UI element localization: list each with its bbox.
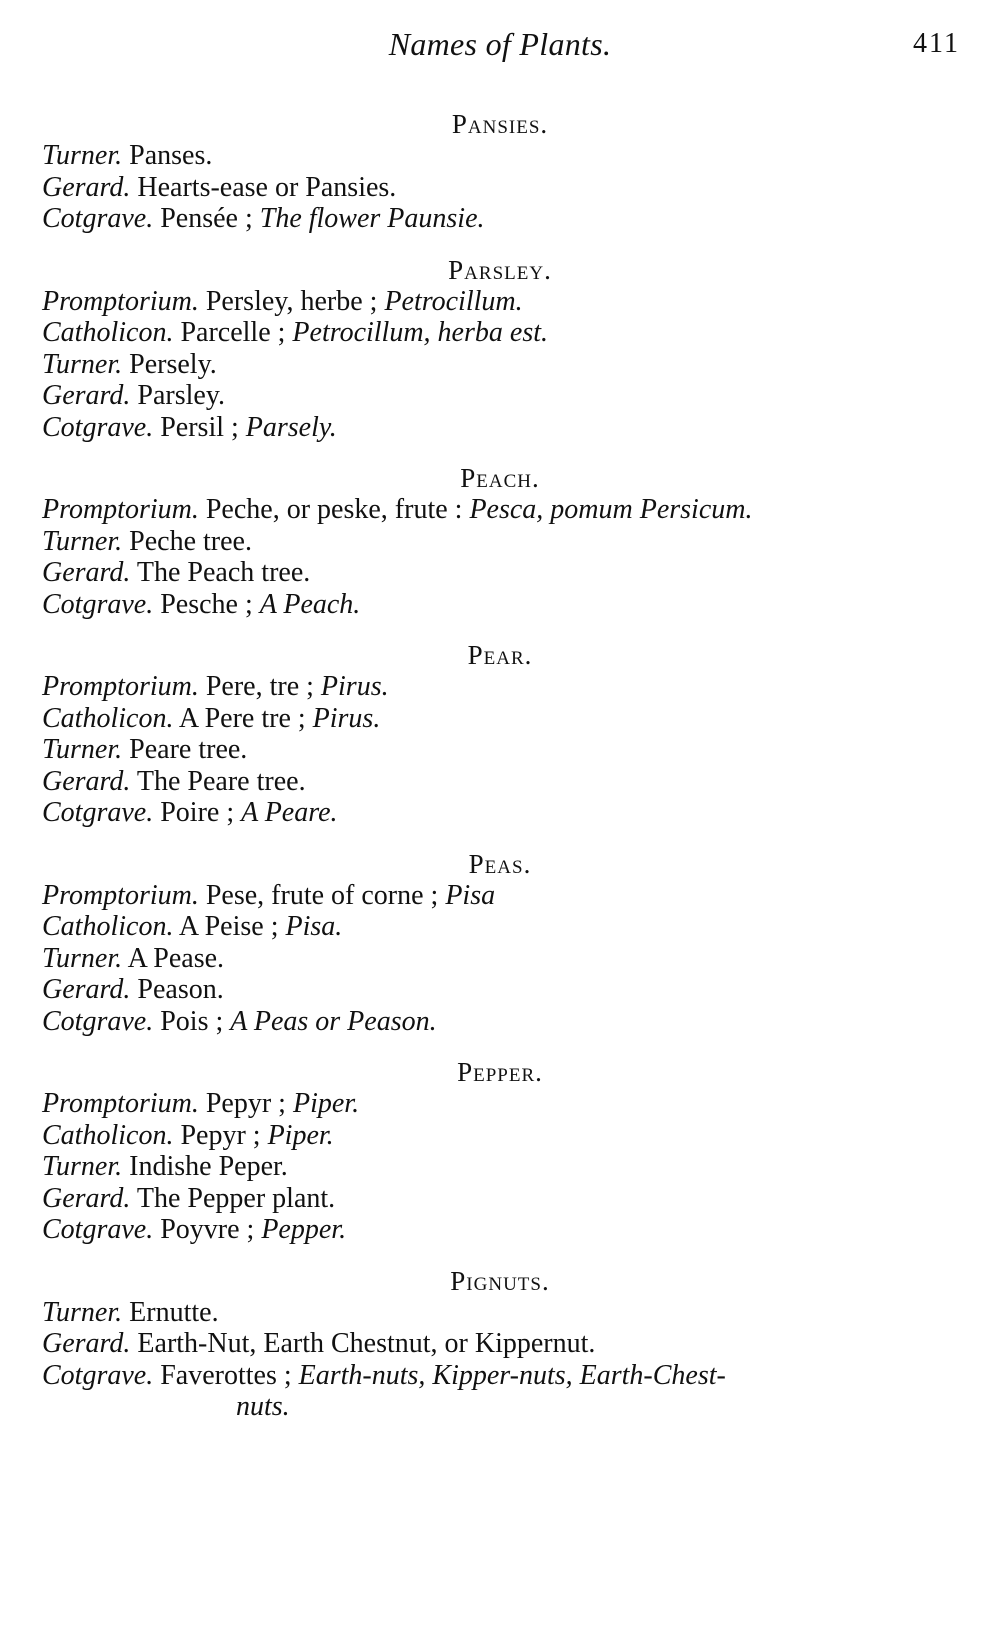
entry-author: Promptorium. <box>42 671 199 702</box>
page-content <box>42 108 958 1442</box>
entry-line <box>42 766 958 798</box>
entry-author: Gerard. <box>42 557 131 588</box>
entry-text: Persil ; <box>153 411 246 443</box>
section-heading: Pear. <box>467 640 533 670</box>
entry-gloss: Pepper. <box>261 1214 347 1245</box>
entry-text: Pois ; <box>153 1005 231 1037</box>
entry-text: Parsley. <box>130 380 226 411</box>
entry-author: Promptorium. <box>42 1088 199 1119</box>
running-title: Names of Plants. <box>388 26 612 62</box>
entry-text: Peche, or peske, frute : <box>198 494 470 525</box>
entry-text: Pepyr ; <box>198 1088 293 1119</box>
entry-author: Cotgrave. <box>42 1214 154 1245</box>
entry-gloss: Pisa. <box>285 911 343 942</box>
entry-author: Catholicon. <box>42 911 174 942</box>
entry-text: Pensée ; <box>153 203 260 234</box>
entry-author: Turner. <box>42 942 123 974</box>
entry-line <box>42 880 958 912</box>
section-heading: Peas. <box>468 848 532 879</box>
entry-author: Gerard. <box>42 1328 131 1359</box>
entry-text: Peche tree. <box>122 525 252 557</box>
entry-text: Poire ; <box>153 797 242 828</box>
entry-line <box>42 1006 958 1038</box>
entry-line <box>42 1183 958 1215</box>
entry-gloss: Piper. <box>267 1119 334 1151</box>
entry-line <box>42 1214 958 1246</box>
entry-author: Cotgrave. <box>42 1359 154 1391</box>
entry-text: Indishe Peper. <box>122 1151 288 1182</box>
entry-line <box>42 943 958 975</box>
entry-author: Cotgrave. <box>42 1005 154 1037</box>
entry-text: Earth-Nut, Earth Chestnut, or Kippernut. <box>130 1328 596 1359</box>
entry-gloss: Pisa <box>445 879 496 911</box>
entry-author: Turner. <box>42 525 123 557</box>
entry-gloss: The flower Paunsie. <box>259 203 485 234</box>
section-heading: Peach. <box>460 463 540 493</box>
entry-text: A Pease. <box>122 942 225 974</box>
entry-gloss: Parsely. <box>245 411 337 443</box>
entry-text: Peare tree. <box>122 734 248 765</box>
plant-section <box>42 639 958 829</box>
entry-line <box>42 589 958 621</box>
entry-author: Turner. <box>42 1151 123 1182</box>
entry-author: Cotgrave. <box>42 588 154 620</box>
section-heading: Pepper. <box>457 1057 543 1087</box>
entry-line <box>42 140 958 172</box>
entry-author: Promptorium. <box>42 879 199 911</box>
plant-section <box>42 108 958 235</box>
entry-author: Catholicon. <box>42 702 174 734</box>
entry-line <box>42 671 958 703</box>
entry-text: The Pepper plant. <box>130 1182 336 1214</box>
plant-section <box>42 254 958 444</box>
entry-author: Catholicon. <box>42 317 174 348</box>
entry-author: Cotgrave. <box>42 797 154 828</box>
entry-author: Cotgrave. <box>42 203 154 234</box>
entry-gloss: Earth-nuts, Kipper-nuts, Earth-Chest- <box>298 1359 726 1391</box>
entry-line <box>42 526 958 558</box>
entry-text: Persely. <box>122 348 217 380</box>
running-header <box>0 22 1000 66</box>
entry-gloss: A Peare. <box>241 797 338 828</box>
entry-author: Cotgrave. <box>42 411 154 443</box>
section-heading: Parsley. <box>448 254 552 285</box>
entry-author: Promptorium. <box>42 285 199 317</box>
entry-line <box>42 286 958 318</box>
plant-section <box>42 462 958 620</box>
plant-section <box>42 1056 958 1246</box>
entry-line <box>42 317 958 349</box>
entry-line <box>42 974 958 1006</box>
entry-gloss: Pirus. <box>320 671 389 702</box>
entry-line <box>42 734 958 766</box>
entry-author: Gerard. <box>42 974 131 1005</box>
entry-author: Promptorium. <box>42 494 199 525</box>
entry-line <box>42 1360 958 1392</box>
entry-text: Pesche ; <box>153 588 260 620</box>
entry-text: Poyvre ; <box>153 1214 262 1245</box>
section-heading: Pansies. <box>451 109 549 139</box>
entry-text: The Peach tree. <box>130 557 311 588</box>
entry-author: Turner. <box>42 1296 123 1328</box>
entry-gloss: Petrocillum, herba est. <box>292 317 548 348</box>
entry-text: Hearts-ease or Pansies. <box>130 171 397 203</box>
entry-line <box>42 911 958 943</box>
entry-text: A Pere tre ; <box>173 702 313 734</box>
entry-author: Gerard. <box>42 171 131 203</box>
entry-text: Panses. <box>122 140 213 171</box>
entry-gloss: A Peas or Peason. <box>230 1005 437 1037</box>
entry-author: Turner. <box>42 348 123 380</box>
plant-section <box>42 1265 958 1423</box>
entry-line <box>42 412 958 444</box>
entry-line <box>42 380 958 412</box>
entry-gloss: Piper. <box>292 1088 360 1119</box>
entry-line <box>42 172 958 204</box>
entry-line <box>42 703 958 735</box>
entry-text: Persley, herbe ; <box>198 285 385 317</box>
entry-line <box>42 1328 958 1360</box>
entry-line <box>42 1151 958 1183</box>
entry-gloss: Pirus. <box>312 702 381 734</box>
entry-gloss: Petrocillum. <box>384 285 523 317</box>
plant-section <box>42 848 958 1038</box>
entry-text: The Peare tree. <box>130 765 306 797</box>
entry-line <box>42 1120 958 1152</box>
entry-line <box>42 494 958 526</box>
entry-text: Pese, frute of corne ; <box>198 879 446 911</box>
entry-continuation: nuts. <box>236 1391 290 1422</box>
entry-text: Peason. <box>130 974 224 1005</box>
entry-gloss: A Peach. <box>259 588 361 620</box>
entry-text: Pepyr ; <box>173 1119 268 1151</box>
section-heading: Pignuts. <box>450 1265 550 1296</box>
entry-line <box>42 557 958 589</box>
entry-author: Catholicon. <box>42 1119 174 1151</box>
entry-author: Gerard. <box>42 765 131 797</box>
entry-line <box>42 203 958 235</box>
entry-text: Faverottes ; <box>153 1359 299 1391</box>
page-number: 411 <box>913 28 960 59</box>
entry-author: Turner. <box>42 734 123 765</box>
entry-text: Ernutte. <box>122 1296 219 1328</box>
entry-gloss: Pesca, pomum Persicum. <box>469 494 753 525</box>
entry-author: Gerard. <box>42 1182 131 1214</box>
entry-author: Turner. <box>42 140 123 171</box>
entry-text: Parcelle ; <box>173 317 293 348</box>
entry-line <box>42 1088 958 1120</box>
entry-text: A Peise ; <box>173 911 286 942</box>
entry-line <box>42 349 958 381</box>
entry-author: Gerard. <box>42 380 131 411</box>
entry-line <box>42 1297 958 1329</box>
entry-line <box>42 797 958 829</box>
entry-text: Pere, tre ; <box>198 671 321 702</box>
